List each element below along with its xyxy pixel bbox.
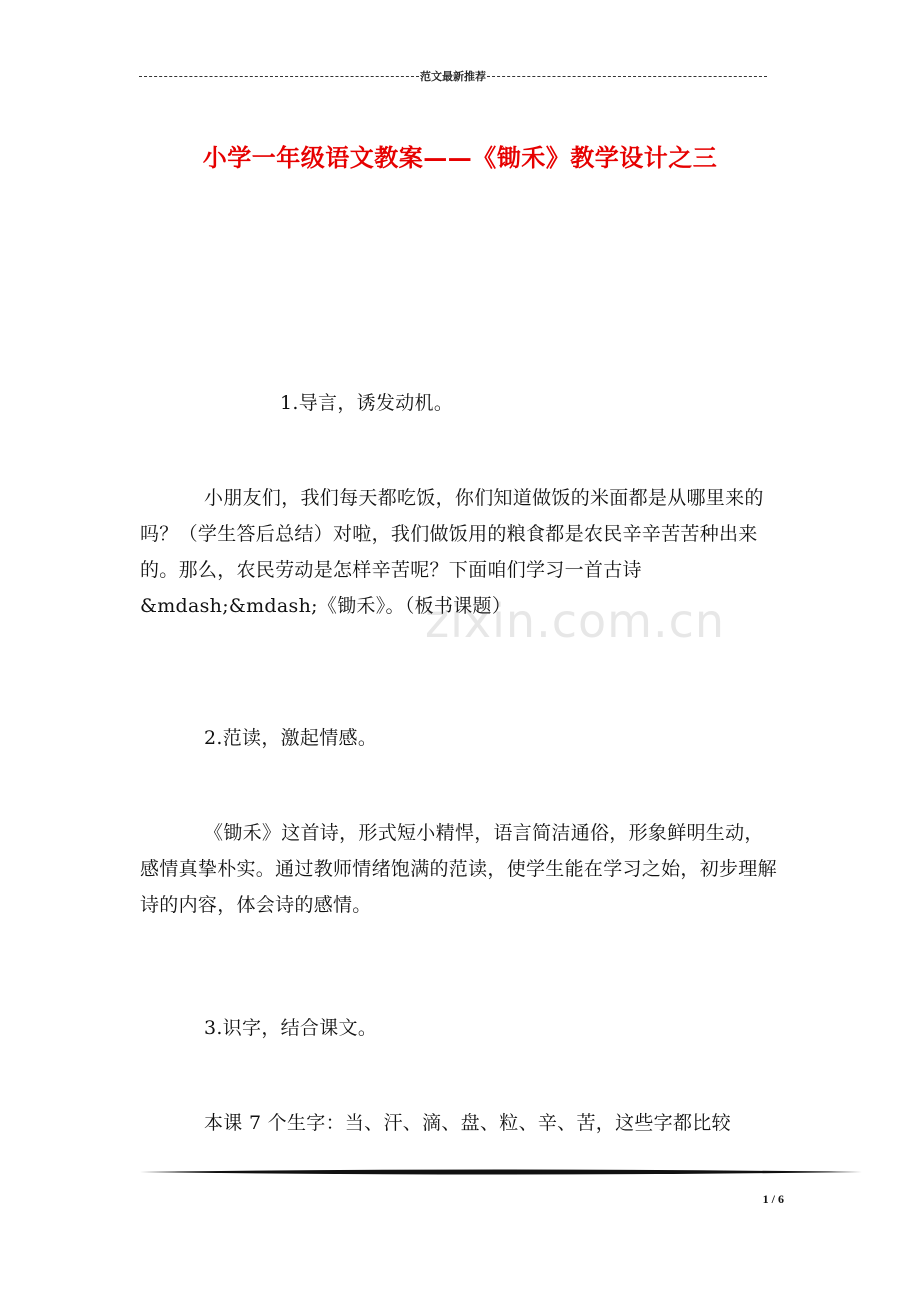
paragraph-reading: 《锄禾》这首诗，形式短小精悍，语言简洁通俗，形象鲜明生动，感情真挚朴实。通过教师情绪饱满的范读，使学生能在学习之始，初步理解诗的内容，体会诗的感情。 — [140, 822, 777, 916]
page-number: 1 / 6 — [762, 1192, 784, 1206]
section-heading-1: 1.导言，诱发动机。 — [280, 392, 454, 414]
section-heading-2: 2.范读，激起情感。 — [204, 727, 378, 749]
paragraph-intro: 小朋友们，我们每天都吃饭，你们知道做饭的米面都是从哪里来的吗？（学生答后总结）对啦，我们做饭用的粮食都是农民辛辛苦苦种出来的。那么，农民劳动是怎样辛苦呢？下面咱们学习一首古诗&mdash;&mdash;《锄禾》。（板书课题） — [140, 487, 764, 617]
document-title: 小学一年级语文教案——《锄禾》教学设计之三 — [202, 143, 718, 173]
header-label: 范文最新推荐 — [420, 71, 486, 83]
header-dash-left — [139, 76, 419, 77]
paragraph-characters: 本课 7 个生字：当、汗、滴、盘、粒、辛、苦，这些字都比较 — [204, 1112, 731, 1134]
header-dash-right — [487, 76, 767, 77]
section-heading-3: 3.识字，结合课文。 — [204, 1017, 378, 1039]
footer-rule — [140, 1168, 862, 1176]
page-header — [139, 66, 767, 86]
watermark: zixin.com.cn — [425, 594, 726, 648]
